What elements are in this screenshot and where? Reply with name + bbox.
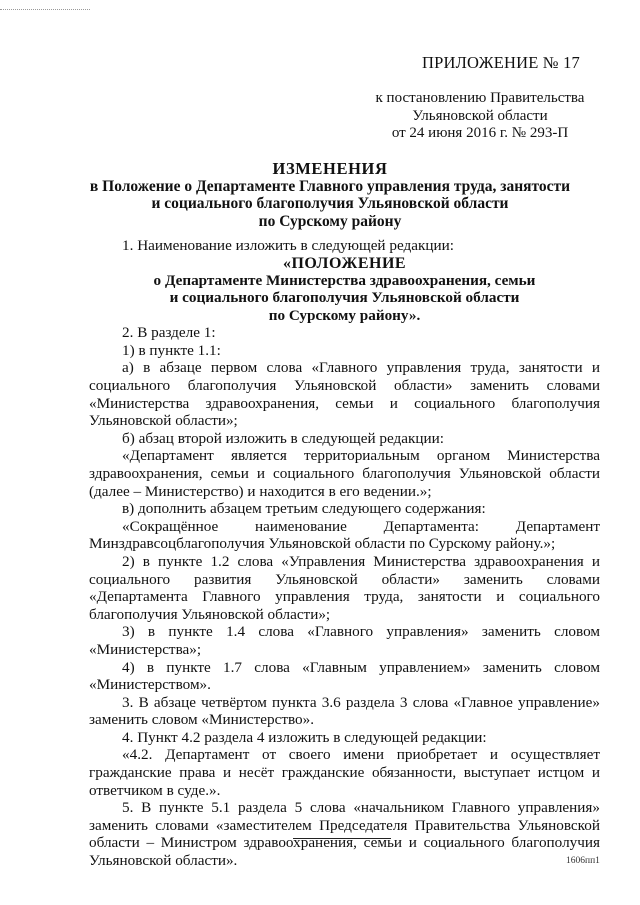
appendix-label: ПРИЛОЖЕНИЕ № 17 — [422, 53, 580, 72]
item-2-4: 4) в пункте 1.7 слова «Главным управлением» заменить словом «Министерством». — [89, 658, 600, 694]
document-body — [89, 237, 600, 870]
item-2: 2. В разделе 1: — [122, 324, 216, 342]
new-title-line-2: и социального благополучия Ульяновской области — [169, 289, 520, 307]
new-title-line-1: о Департаменте Министерства здравоохранения, семьи — [153, 272, 536, 289]
document-heading — [80, 160, 580, 230]
reference-line-1: к постановлению Правительства — [375, 90, 585, 106]
item-2-3: 3) в пункте 1.4 слова «Главного управления» заменить словом «Министерства»; — [89, 623, 600, 658]
reference-line-2: Ульяновской области — [412, 107, 548, 124]
scan-artifact-line — [0, 9, 90, 11]
heading-line-3: по Сурскому району — [258, 212, 402, 230]
item-1: 1. Наименование изложить в следующей редакции: — [122, 237, 454, 254]
heading-line-2: и социального благополучия Ульяновской области — [151, 195, 509, 212]
heading-title: ИЗМЕНЕНИЯ — [272, 159, 388, 178]
item-2-1-b: б) абзац второй изложить в следующей редакции: — [122, 429, 444, 447]
reference-line-3: от 24 июня 2016 г. № 293-П — [391, 125, 569, 141]
new-title-block — [89, 255, 600, 325]
item-3: 3. В абзаце четвёртом пункта 3.6 раздела 3 слова «Главное управление» заменить словом «Министерство». — [89, 693, 600, 729]
item-2-1-c-text: «Сокращённое наименование Департамента: Департамент Минздравсоцблагополучия Ульяновской области по Сурскому району.»; — [89, 517, 600, 553]
item-2-1-c: в) дополнить абзацем третьим следующего содержания: — [122, 500, 486, 518]
item-2-1-a: а) в абзаце первом слова «Главного управления труда, занятости и социального благополучия Ульяновской области» заменить словами «Министерства здравоохранения, семьи и социального благополучия Ульяновской области»; — [89, 359, 600, 430]
new-title-line-3: по Сурскому району». — [268, 306, 421, 324]
heading-line-1: в Положение о Департаменте Главного управления труда, занятости — [89, 177, 571, 195]
new-title-line-0: «ПОЛОЖЕНИЕ — [282, 254, 407, 272]
item-2-1: 1) в пункте 1.1: — [122, 341, 221, 359]
item-2-2: 2) в пункте 1.2 слова «Управления Министерства здравоохранения и социального развития Ульяновской области» заменить словами «Департамента Главного управления труда, занятости и социального благополучия Ульяновской области»; — [89, 552, 600, 623]
item-5: 5. В пункте 5.1 раздела 5 слова «начальником Главного управления» заменить словами «заместителем Председателя Правительства Ульяновской области – Министром здравоохранения, семьи и социального благополучия Ульяновской области». — [89, 799, 600, 870]
item-4-text: «4.2. Департамент от своего имени приобретает и осуществляет гражданские права и несёт гражданские обязанности, выступает истцом и ответчиком в суде.». — [89, 746, 600, 799]
closing-rule — [293, 838, 391, 839]
decree-reference — [360, 90, 600, 143]
item-4: 4. Пункт 4.2 раздела 4 изложить в следующей редакции: — [122, 728, 487, 746]
footer-code: 1606пп1 — [566, 856, 600, 866]
item-2-1-b-text: «Департамент является территориальным органом Министерства здравоохранения, семьи и социального благополучия Ульяновской области (далее – Министерство) и находится в его ведении.»; — [89, 447, 600, 500]
